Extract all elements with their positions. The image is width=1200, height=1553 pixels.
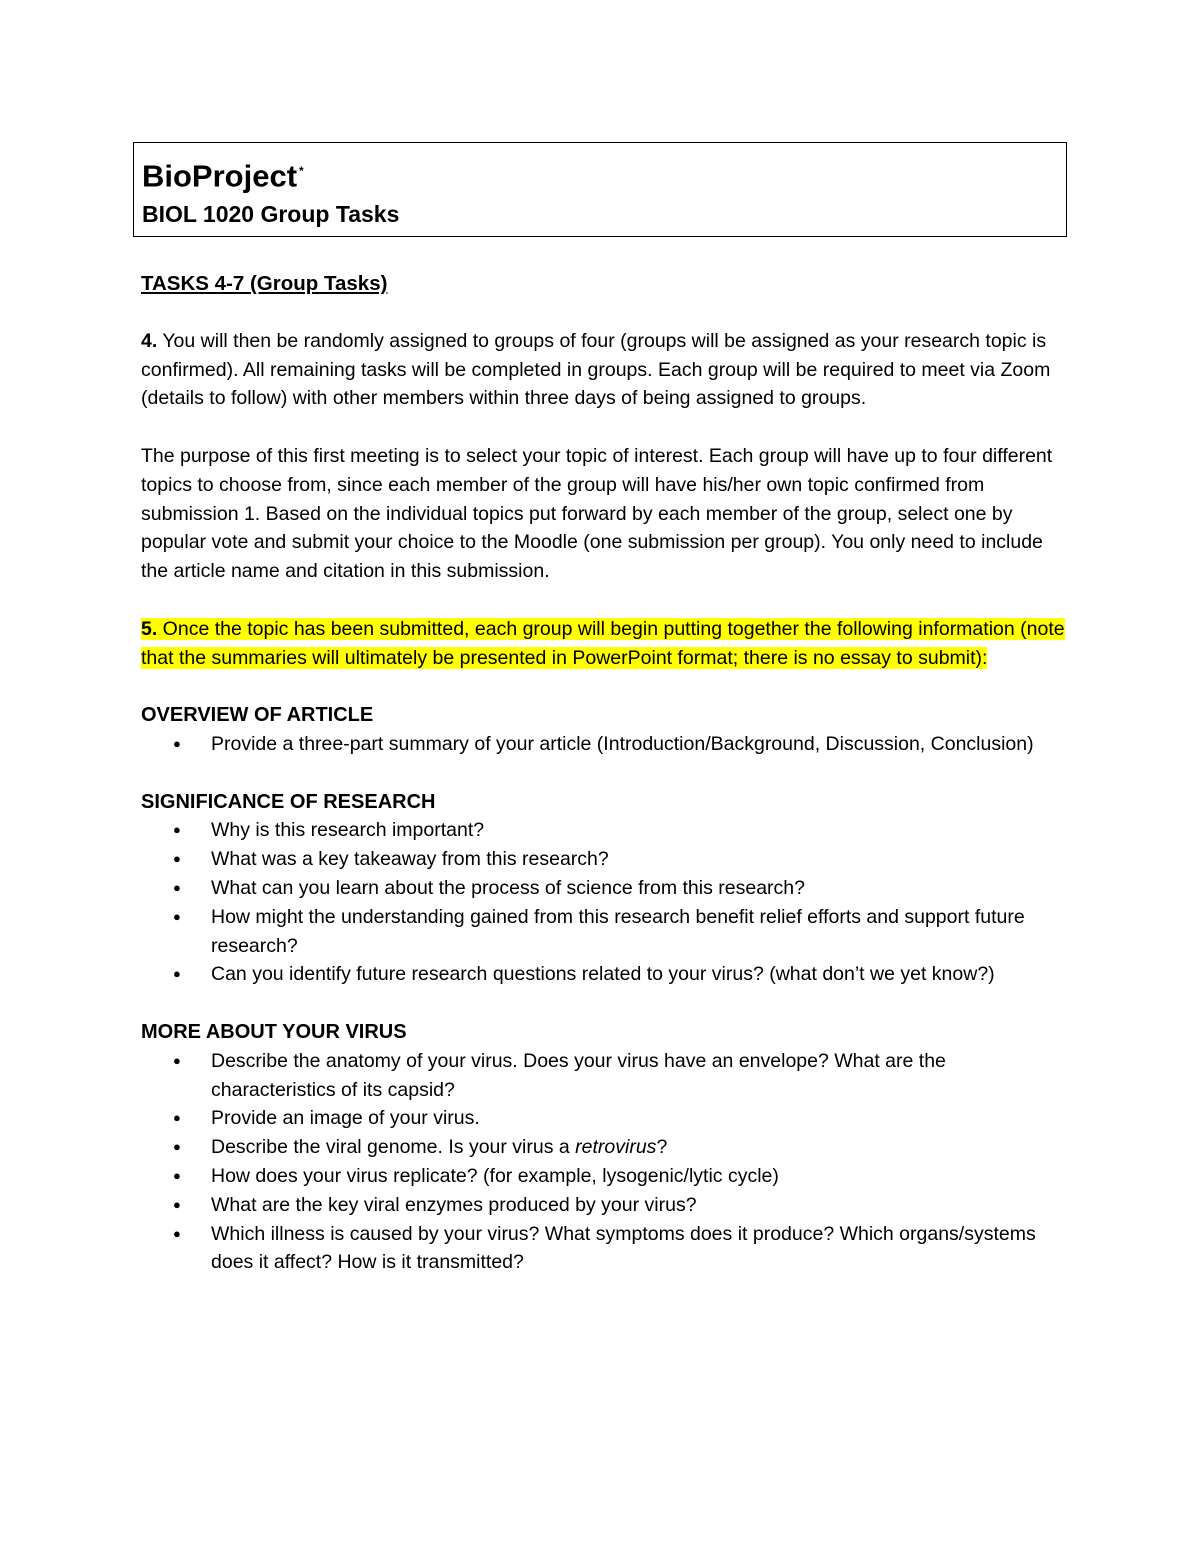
list-item: ● Why is this research important? [141, 816, 1066, 845]
list-item: ● How might the understanding gained from this research benefit relief efforts and support future research? [141, 903, 1066, 961]
list-item: ● Can you identify future research questions related to your virus? (what don’t we yet know?) [141, 960, 1066, 989]
task-4-paragraph [141, 327, 1066, 413]
title-footnote-mark: * [299, 164, 304, 178]
task-5-number: 5. [141, 617, 158, 640]
virus-list [141, 1047, 1066, 1277]
list-item: ● What was a key takeaway from this research? [141, 845, 1066, 874]
retrovirus-term: retrovirus [575, 1136, 657, 1159]
title-box [133, 142, 1067, 237]
overview-list [141, 730, 1066, 759]
overview-heading: OVERVIEW OF ARTICLE [141, 704, 374, 727]
significance-heading: SIGNIFICANCE OF RESEARCH [141, 790, 436, 813]
purpose-paragraph: The purpose of this first meeting is to select your topic of interest. Each group will have up to four different topics to choose from, since each member of the group will have his/her own topic confirmed from submission 1. Based on the individual topics put forward by each member of the group, select one by popular vote and submit your choice to the Moodle (one submission per group). You only need to include the article name and citation in this submission. [141, 444, 1053, 583]
genome-text: Describe the viral genome. Is your virus a [211, 1136, 576, 1159]
title-text: BioProject [142, 158, 298, 194]
task-4-text: You will then be randomly assigned to groups of four (groups will be assigned as your research topic is confirmed). All remaining tasks will be completed in groups. Each group will be required to meet via Zoom (details to follow) with other members within three days of being assigned to groups. [141, 329, 1051, 410]
list-item: ● How does your virus replicate? (for example, lysogenic/lytic cycle) [141, 1162, 1066, 1191]
list-item: ● Describe the anatomy of your virus. Does your virus have an envelope? What are the characteristics of its capsid? [141, 1047, 1066, 1105]
significance-list [141, 816, 1066, 989]
task-5-paragraph [141, 615, 1066, 673]
retrovirus-suffix: ? [656, 1136, 668, 1159]
list-item: ● Which illness is caused by your virus? What symptoms does it produce? Which organs/systems does it affect? How is it transmitted? [141, 1220, 1066, 1278]
virus-heading: MORE ABOUT YOUR VIRUS [141, 1020, 407, 1043]
document-title [142, 153, 304, 194]
document-body [141, 270, 1066, 1306]
list-item: ● Provide an image of your virus. [141, 1104, 1066, 1133]
tasks-heading: TASKS 4-7 (Group Tasks) [141, 272, 388, 295]
list-item: ● What can you learn about the process of science from this research? [141, 874, 1066, 903]
task-4-number: 4. [141, 329, 158, 352]
list-item [141, 1133, 1066, 1162]
document-subtitle: BIOL 1020 Group Tasks [142, 201, 400, 227]
task-5-text: Once the topic has been submitted, each group will begin putting together the following information (note that the summaries will ultimately be presented in PowerPoint format; there is no essay to submit): [141, 617, 1065, 669]
task-5-highlight [141, 618, 1065, 669]
list-item: ● Provide a three-part summary of your article (Introduction/Background, Discussion, Conclusion) [141, 730, 1066, 759]
list-item: ● What are the key viral enzymes produced by your virus? [141, 1191, 1066, 1220]
